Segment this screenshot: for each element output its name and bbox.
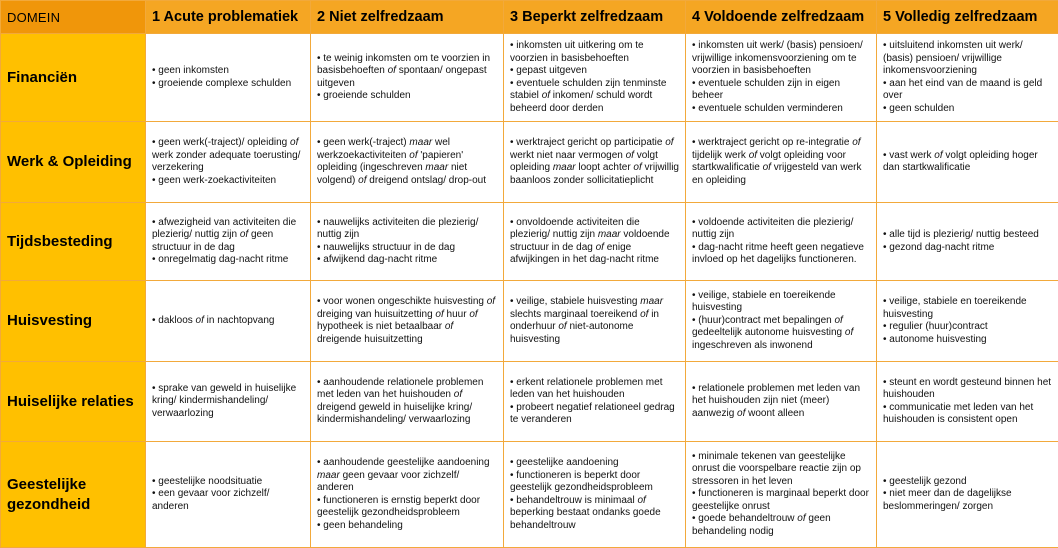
bullet-item: • een gevaar voor zichzelf/ anderen xyxy=(152,488,304,513)
bullet-item: • communicatie met leden van het huishouden is consistent open xyxy=(883,402,1052,427)
bullet-item: • eventuele schulden zijn in eigen beheer xyxy=(692,78,870,103)
bullet-item: • steunt en wordt gesteund binnen het huishouden xyxy=(883,377,1052,402)
row-tijdsbesteding xyxy=(1,203,1058,281)
bullet-item: • groeiende complexe schulden xyxy=(152,78,304,91)
bullet-item: • inkomsten uit werk/ (basis) pensioen/ vrijwillige inkomensvoorziening om te voorzien in basisbehoeften xyxy=(692,40,870,78)
domain-label: Tijdsbesteding xyxy=(1,203,146,281)
bullet-item: • erkent relationele problemen met leden van het huishouden xyxy=(510,377,679,402)
bullet-item: • dag-nacht ritme heeft geen negatieve invloed op het dagelijks functioneren. xyxy=(692,242,870,267)
bullet-item: • niet meer dan de dagelijkse beslommeringen/ zorgen xyxy=(883,488,1052,513)
bullet-item: • gezond dag-nacht ritme xyxy=(883,242,1052,255)
cell-level-3 xyxy=(504,203,686,281)
cell-level-4 xyxy=(686,281,877,362)
bullet-item: • geen inkomsten xyxy=(152,65,304,78)
bullet-item: • eventuele schulden zijn tenminste stabiel of inkomen/ schuld wordt beheerd door derden xyxy=(510,78,679,116)
cell-level-2 xyxy=(311,281,504,362)
bullet-item: • relationele problemen met leden van het huishouden zijn niet (meer) aanwezig of woont alleen xyxy=(692,383,870,421)
cell-level-1 xyxy=(146,122,311,203)
cell-level-5 xyxy=(877,362,1058,442)
bullet-item: • veilige, stabiele huisvesting maar slechts marginaal toereikend of in onderhuur of niet-autonome huisvesting xyxy=(510,296,679,346)
bullet-item: • afwijkend dag-nacht ritme xyxy=(317,254,497,267)
cell-level-2 xyxy=(311,203,504,281)
cell-level-2 xyxy=(311,122,504,203)
header-level-5: 5 Volledig zelfredzaam xyxy=(877,1,1058,34)
bullet-item: • nauwelijks structuur in de dag xyxy=(317,242,497,255)
cell-level-5 xyxy=(877,281,1058,362)
row-financien xyxy=(1,34,1058,122)
bullet-item: • geestelijk gezond xyxy=(883,476,1052,489)
cell-level-1 xyxy=(146,34,311,122)
bullet-item: • onvoldoende activiteiten die plezierig/ nuttig zijn maar voldoende structuur in de dag of enige afwijkingen in het dag-nacht ritme xyxy=(510,217,679,267)
cell-level-4 xyxy=(686,122,877,203)
bullet-item: • aan het eind van de maand is geld over xyxy=(883,78,1052,103)
bullet-item: • regulier (huur)contract xyxy=(883,321,1052,334)
bullet-item: • geen werk(-traject)/ opleiding of werk zonder adequate toerusting/ verzekering xyxy=(152,137,304,175)
bullet-item: • geen schulden xyxy=(883,103,1052,116)
bullet-item: • eventuele schulden verminderen xyxy=(692,103,870,116)
cell-level-3 xyxy=(504,34,686,122)
row-geestelijke-gezondheid xyxy=(1,442,1058,548)
bullet-item: • aanhoudende relationele problemen met leden van het huishouden of dreigend geweld in huiselijke kring/ kindermishandeling/ verwaarlozing xyxy=(317,377,497,427)
header-level-4: 4 Voldoende zelfredzaam xyxy=(686,1,877,34)
domain-label: Financiën xyxy=(1,34,146,122)
bullet-item: • dakloos of in nachtopvang xyxy=(152,315,304,328)
cell-level-2 xyxy=(311,442,504,548)
bullet-item: • werktraject gericht op participatie of werkt niet naar vermogen of volgt opleiding maar loopt achter of vrijwillig baanloos zonder sollicitatieplicht xyxy=(510,137,679,187)
bullet-item: • aanhoudende geestelijke aandoening maar geen gevaar voor zichzelf/ anderen xyxy=(317,457,497,495)
bullet-item: • gepast uitgeven xyxy=(510,65,679,78)
bullet-item: • functioneren is marginaal beperkt door geestelijke onrust xyxy=(692,488,870,513)
bullet-item: • veilige, stabiele en toereikende huisvesting xyxy=(883,296,1052,321)
domain-label: Werk & Opleiding xyxy=(1,122,146,203)
bullet-item: • geen behandeling xyxy=(317,520,497,533)
bullet-item: • voldoende activiteiten die plezierig/ nuttig zijn xyxy=(692,217,870,242)
bullet-item: • te weinig inkomsten om te voorzien in basisbehoeften of spontaan/ ongepast uitgeven xyxy=(317,53,497,91)
bullet-item: • probeert negatief relationeel gedrag te veranderen xyxy=(510,402,679,427)
cell-level-5 xyxy=(877,34,1058,122)
bullet-item: • werktraject gericht op re-integratie of tijdelijk werk of volgt opleiding voor startkwalificatie of vrijgesteld van werk en opleiding xyxy=(692,137,870,187)
cell-level-3 xyxy=(504,122,686,203)
bullet-item: • geestelijke noodsituatie xyxy=(152,476,304,489)
header-row xyxy=(1,1,1058,34)
cell-level-1 xyxy=(146,281,311,362)
cell-level-1 xyxy=(146,442,311,548)
bullet-item: • goede behandeltrouw of geen behandeling nodig xyxy=(692,513,870,538)
cell-level-3 xyxy=(504,442,686,548)
bullet-item: • veilige, stabiele en toereikende huisvesting xyxy=(692,290,870,315)
cell-level-4 xyxy=(686,442,877,548)
header-level-3: 3 Beperkt zelfredzaam xyxy=(504,1,686,34)
cell-level-4 xyxy=(686,362,877,442)
cell-level-3 xyxy=(504,362,686,442)
bullet-item: • (huur)contract met bepalingen of gedeeltelijk autonome huisvesting of ingeschreven als inwonend xyxy=(692,315,870,353)
bullet-item: • behandeltrouw is minimaal of beperking bestaat ondanks goede behandeltrouw xyxy=(510,495,679,533)
cell-level-5 xyxy=(877,442,1058,548)
bullet-item: • onregelmatig dag-nacht ritme xyxy=(152,254,304,267)
cell-level-3 xyxy=(504,281,686,362)
cell-level-4 xyxy=(686,34,877,122)
cell-level-1 xyxy=(146,203,311,281)
bullet-item: • inkomsten uit uitkering om te voorzien in basisbehoeften xyxy=(510,40,679,65)
bullet-item: • functioneren is ernstig beperkt door geestelijk gezondheidsprobleem xyxy=(317,495,497,520)
row-werk-opleiding xyxy=(1,122,1058,203)
row-huisvesting xyxy=(1,281,1058,362)
bullet-item: • sprake van geweld in huiselijke kring/ kindermishandeling/ verwaarlozing xyxy=(152,383,304,421)
domain-label: Huisvesting xyxy=(1,281,146,362)
bullet-item: • geestelijke aandoening xyxy=(510,457,679,470)
bullet-item: • afwezigheid van activiteiten die plezierig/ nuttig zijn of geen structuur in de dag xyxy=(152,217,304,255)
bullet-item: • minimale tekenen van geestelijke onrust die voorspelbare reactie zijn op stressoren in het leven xyxy=(692,451,870,489)
cell-level-2 xyxy=(311,34,504,122)
cell-level-5 xyxy=(877,122,1058,203)
bullet-item: • geen werk(-traject) maar wel werkzoekactiviteiten of 'papieren' opleiding (ingeschreven maar niet volgend) of dreigend ontslag/ drop-out xyxy=(317,137,497,187)
cell-level-2 xyxy=(311,362,504,442)
bullet-item: • autonome huisvesting xyxy=(883,334,1052,347)
row-huiselijke-relaties xyxy=(1,362,1058,442)
domain-label: Huiselijke relaties xyxy=(1,362,146,442)
bullet-item: • nauwelijks activiteiten die plezierig/ nuttig zijn xyxy=(317,217,497,242)
bullet-item: • uitsluitend inkomsten uit werk/ (basis) pensioen/ vrijwillige inkomensvoorziening xyxy=(883,40,1052,78)
bullet-item: • vast werk of volgt opleiding hoger dan startkwalificatie xyxy=(883,150,1052,175)
bullet-item: • geen werk-zoekactiviteiten xyxy=(152,175,304,188)
cell-level-1 xyxy=(146,362,311,442)
header-domain: DOMEIN xyxy=(1,1,146,34)
header-level-1: 1 Acute problematiek xyxy=(146,1,311,34)
bullet-item: • functioneren is beperkt door geestelijk gezondheidsprobleem xyxy=(510,470,679,495)
bullet-item: • voor wonen ongeschikte huisvesting of dreiging van huisuitzetting of huur of hypotheek is niet betaalbaar of dreigende huisuitzetting xyxy=(317,296,497,346)
bullet-item: • alle tijd is plezierig/ nuttig besteed xyxy=(883,229,1052,242)
domain-label: Geestelijke gezondheid xyxy=(1,442,146,548)
header-level-2: 2 Niet zelfredzaam xyxy=(311,1,504,34)
bullet-item: • groeiende schulden xyxy=(317,90,497,103)
cell-level-5 xyxy=(877,203,1058,281)
cell-level-4 xyxy=(686,203,877,281)
